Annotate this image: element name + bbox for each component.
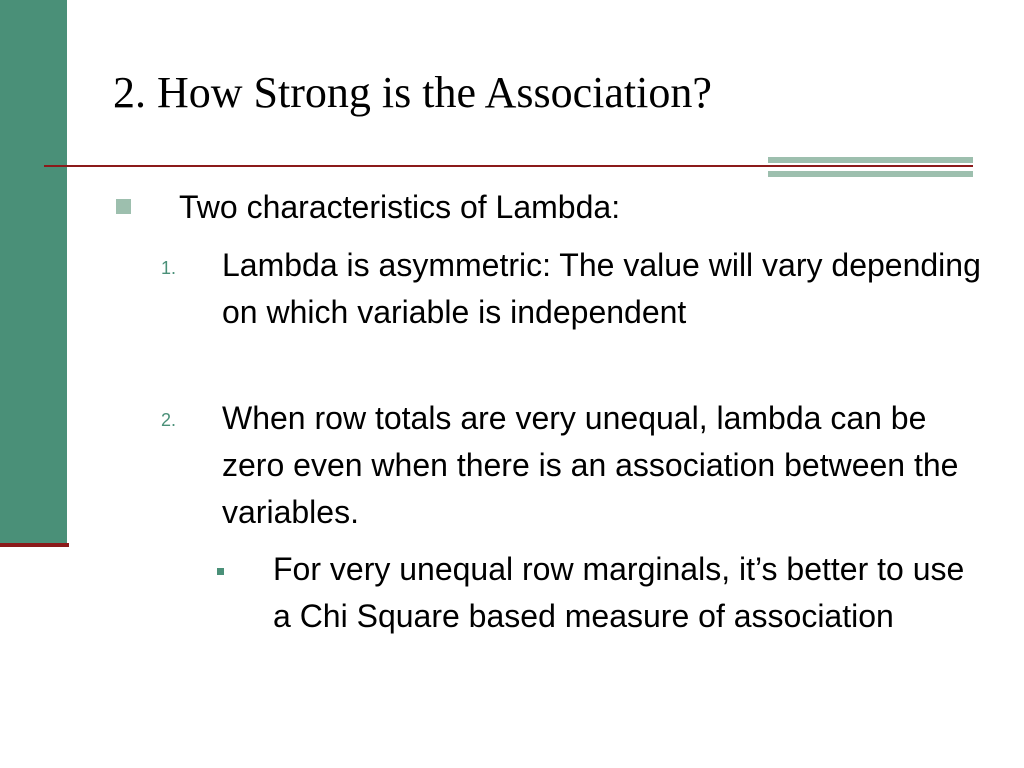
- list-number: 2.: [161, 410, 177, 430]
- slide-title: 2. How Strong is the Association?: [113, 68, 712, 117]
- accent-bar-bottom: [768, 171, 973, 177]
- numbered-item-text: When row totals are very unequal, lambda can be zero even when there is an association between the variables.: [222, 400, 959, 530]
- sidebar-decoration: [0, 0, 67, 545]
- bullet-text: Two characteristics of Lambda:: [179, 189, 621, 225]
- list-number: 1.: [161, 258, 177, 278]
- small-square-bullet-icon: [217, 568, 224, 575]
- accent-bar-top: [768, 157, 973, 163]
- sub-bullet-text: For very unequal row marginals, it’s better to use a Chi Square based measure of association: [273, 551, 965, 634]
- numbered-item-text: Lambda is asymmetric: The value will vary depending on which variable is independent: [222, 247, 981, 330]
- title-rule: [44, 165, 973, 167]
- sidebar-rule: [0, 543, 69, 547]
- square-bullet-icon: [116, 199, 131, 214]
